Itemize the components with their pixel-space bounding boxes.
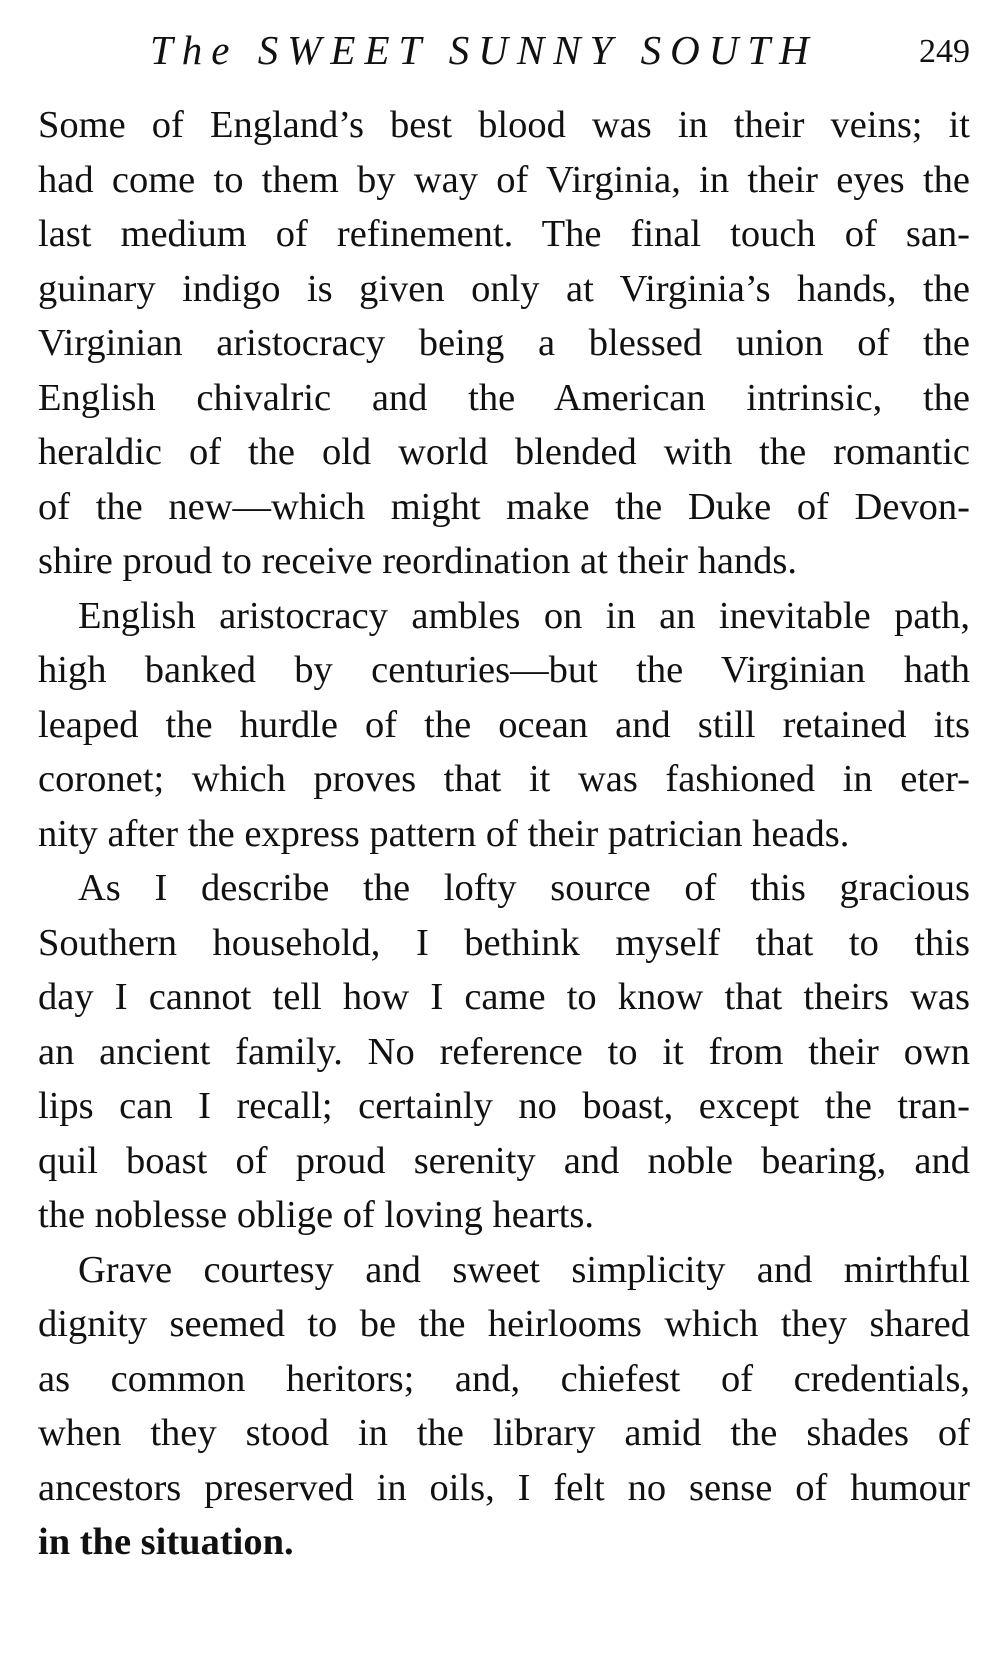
body-text [38, 98, 970, 1570]
text-line: day I cannot tell how I came to know that theirs was [38, 976, 970, 1018]
text-line: in the situation. [38, 1521, 294, 1563]
text-line: Southern household, I bethink myself that to this [38, 921, 970, 964]
text-line: coronet; which proves that it was fashioned in eter- [38, 758, 970, 800]
text-line: heraldic of the old world blended with the romantic [38, 431, 970, 473]
running-title: The SWEET SUNNY SOUTH [150, 27, 818, 73]
text-line: the noblesse oblige of loving hearts. [38, 1194, 594, 1236]
text-line: dignity seemed to be the heirlooms which they shared [38, 1303, 970, 1345]
text-line: when they stood in the library amid the shades of [38, 1412, 970, 1454]
text-line: Some of England’s best blood was in their veins; it [38, 104, 970, 146]
text-line: of the new—which might make the Duke of Devon- [38, 485, 970, 528]
text-line: shire proud to receive reordination at their hands. [38, 540, 798, 582]
paragraph-first-line: Grave courtesy and sweet simplicity and mirthful [78, 1248, 970, 1291]
text-line: ancestors preserved in oils, I felt no sense of humour [38, 1466, 970, 1509]
text-line: last medium of refinement. The final touch of san- [38, 213, 970, 255]
text-line: nity after the express pattern of their patrician heads. [38, 812, 850, 855]
paragraph-first-line: English aristocracy ambles on in an inevitable path, [78, 594, 970, 637]
text-line: had come to them by way of Virginia, in their eyes the [38, 158, 970, 201]
text-line: quil boast of proud serenity and noble bearing, and [38, 1139, 970, 1182]
text-line: an ancient family. No reference to it from their own [38, 1030, 970, 1073]
text-line: high banked by centuries—but the Virginian hath [38, 649, 970, 691]
text-line: guinary indigo is given only at Virginia’s hands, the [38, 267, 970, 310]
paragraph-first-line: As I describe the lofty source of this gracious [78, 867, 970, 909]
text-line: lips can I recall; certainly no boast, except the tran- [38, 1085, 970, 1127]
text-line: English chivalric and the American intrinsic, the [38, 376, 970, 419]
running-head [150, 20, 970, 80]
text-line: leaped the hurdle of the ocean and still retained its [38, 703, 970, 746]
text-line: as common heritors; and, chiefest of credentials, [38, 1357, 970, 1400]
text-line: Virginian aristocracy being a blessed union of the [38, 322, 970, 364]
page-number: 249 [919, 33, 970, 70]
